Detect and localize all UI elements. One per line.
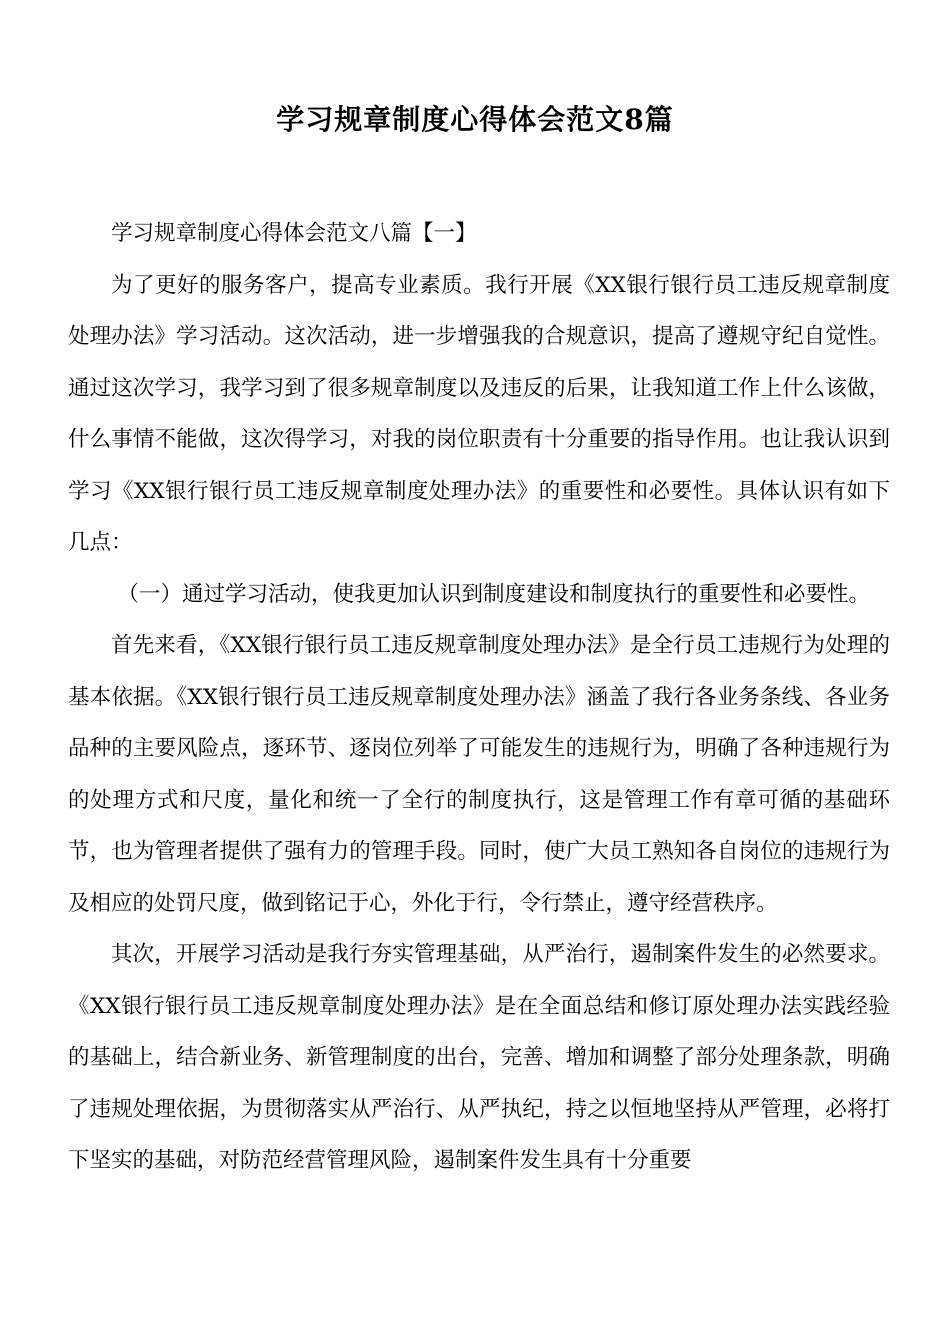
paragraph-first: 首先来看，《XX银行银行员工违反规章制度处理办法》是全行员工违规行为处理的基本依据。《XX银行银行员工违反规章制度处理办法》涵盖了我行各业务条线、各业务品种的主要风险点，逐环节、逐岗位列举了可能发生的违规行为，明确了各种违规行为的处理方式和尺度，量化和统一了全行的制度执行，这是管理工作有章可循的基础环节，也为管理者提供了强有力的管理手段。同时，使广大员工熟知各自岗位的违规行为及相应的处罚尺度，做到铭记于心，外化于行，令行禁止，遵守经营秩序。 (68, 633, 890, 916)
section-heading: 学习规章制度心得体会范文八篇【一】 (111, 221, 477, 246)
paragraph-intro: 为了更好的服务客户，提高专业素质。我行开展《XX银行银行员工违反规章制度处理办法》学习活动。这次活动，进一步增强我的合规意识，提高了遵规守纪自觉性。通过这次学习，我学习到了很多规章制度以及违反的后果，让我知道工作上什么该做，什么事情不能做，这次得学习，对我的岗位职责有十分重要的指导作用。也让我认识到学习《XX银行银行员工违反规章制度处理办法》的重要性和必要性。具体认识有如下几点： (68, 272, 890, 555)
document-title: 学习规章制度心得体会范文8篇 (276, 103, 674, 136)
paragraph-second: 其次，开展学习活动是我行夯实管理基础，从严治行，遏制案件发生的必然要求。《XX银行银行员工违反规章制度处理办法》是在全面总结和修订原处理办法实践经验的基础上，结合新业务、新管理制度的出台，完善、增加和调整了部分处理条款，明确了违规处理依据，为贯彻落实从严治行、从严执纪，持之以恒地坚持从严管理，必将打下坚实的基础，对防范经营管理风险，遏制案件发生具有十分重要 (68, 942, 890, 1173)
document-body (68, 208, 890, 1187)
paragraph-point-one: （一）通过学习活动，使我更加认识到制度建设和制度执行的重要性和必要性。 (117, 581, 870, 607)
